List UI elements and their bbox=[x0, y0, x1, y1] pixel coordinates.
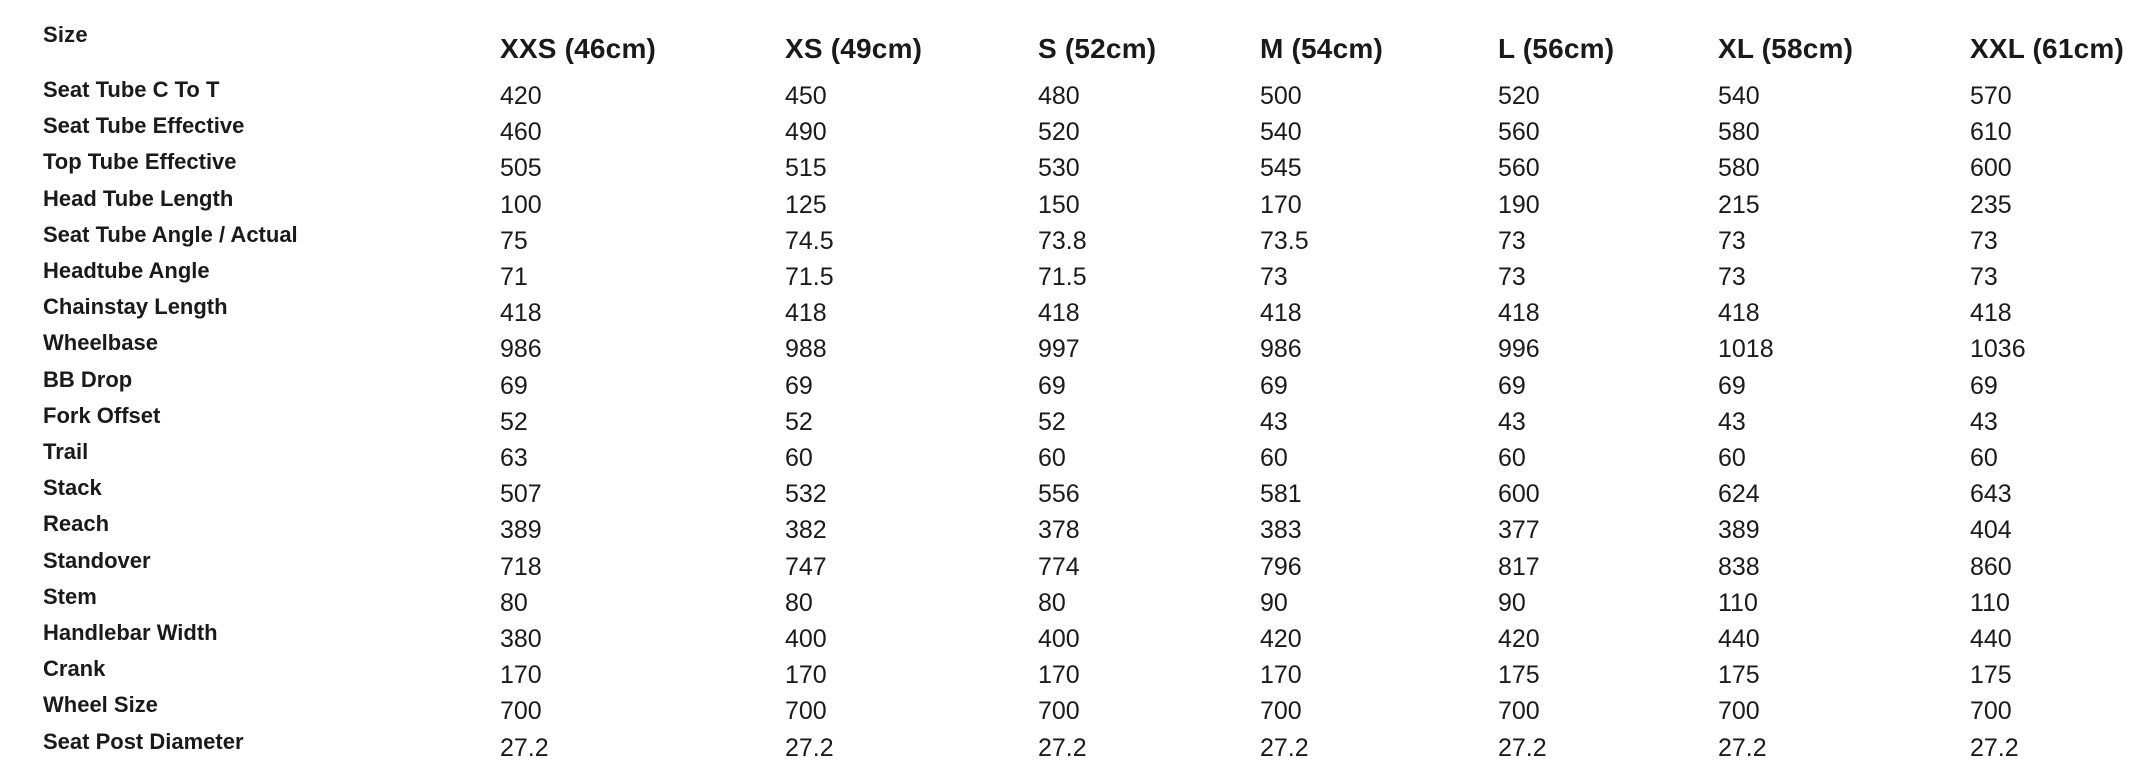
row-value: 170 bbox=[1038, 661, 1080, 690]
row-value: 80 bbox=[500, 588, 528, 617]
size-header-label: Size bbox=[43, 22, 88, 47]
table-row bbox=[0, 150, 2140, 186]
row-label: BB Drop bbox=[43, 366, 133, 392]
table-row bbox=[0, 295, 2140, 331]
row-value: 418 bbox=[1498, 299, 1540, 328]
row-value: 383 bbox=[1260, 516, 1302, 545]
table-row bbox=[0, 368, 2140, 404]
row-value: 996 bbox=[1498, 335, 1540, 364]
row-value: 420 bbox=[1498, 625, 1540, 653]
table-header-row bbox=[0, 22, 2140, 67]
table-row bbox=[0, 585, 2140, 621]
row-label: Seat Tube C To T bbox=[43, 77, 220, 102]
row-value: 73 bbox=[1260, 263, 1288, 291]
row-value: 505 bbox=[500, 154, 542, 183]
row-value: 73 bbox=[1718, 263, 1746, 291]
row-value: 520 bbox=[1498, 82, 1540, 110]
size-header-xl: XL (58cm) bbox=[1718, 33, 1854, 64]
row-value: 73.8 bbox=[1038, 226, 1087, 255]
row-value: 382 bbox=[785, 516, 827, 545]
row-label: Stem bbox=[43, 583, 97, 609]
table-row bbox=[0, 657, 2140, 693]
row-value: 600 bbox=[1970, 154, 2012, 183]
row-value: 60 bbox=[1498, 444, 1526, 472]
row-value: 700 bbox=[1970, 697, 2012, 726]
row-value: 27.2 bbox=[500, 733, 549, 762]
row-value: 610 bbox=[1970, 118, 2012, 147]
table-row bbox=[0, 404, 2140, 440]
row-value: 389 bbox=[500, 516, 542, 545]
row-value: 515 bbox=[785, 154, 827, 183]
row-value: 27.2 bbox=[1260, 733, 1309, 762]
row-label: Seat Tube Effective bbox=[43, 113, 245, 139]
row-value: 718 bbox=[500, 552, 542, 581]
row-label: Seat Post Diameter bbox=[43, 728, 244, 754]
row-value: 175 bbox=[1970, 661, 2012, 690]
row-label: Wheel Size bbox=[43, 692, 158, 718]
row-value: 545 bbox=[1260, 154, 1302, 183]
row-value: 60 bbox=[1038, 444, 1066, 472]
row-value: 540 bbox=[1260, 118, 1302, 147]
row-value: 125 bbox=[785, 190, 827, 219]
row-label: Headtube Angle bbox=[43, 258, 210, 283]
row-value: 440 bbox=[1718, 625, 1760, 653]
row-value: 69 bbox=[1260, 371, 1288, 400]
row-value: 418 bbox=[500, 299, 542, 328]
row-value: 73.5 bbox=[1260, 226, 1309, 255]
row-value: 389 bbox=[1718, 516, 1760, 545]
row-value: 43 bbox=[1498, 407, 1526, 436]
row-value: 110 bbox=[1970, 588, 2010, 617]
row-value: 73 bbox=[1970, 226, 1998, 255]
row-value: 747 bbox=[785, 552, 827, 581]
table-row bbox=[0, 730, 2140, 766]
row-value: 418 bbox=[1718, 299, 1760, 328]
table-row bbox=[0, 259, 2140, 295]
row-value: 988 bbox=[785, 335, 827, 364]
row-value: 540 bbox=[1718, 82, 1760, 110]
table-row bbox=[0, 331, 2140, 367]
size-header-l: L (56cm) bbox=[1498, 33, 1615, 64]
row-value: 52 bbox=[785, 407, 813, 436]
table-row bbox=[0, 476, 2140, 512]
row-value: 69 bbox=[1718, 371, 1746, 400]
row-value: 570 bbox=[1970, 82, 2012, 110]
row-value: 500 bbox=[1260, 82, 1302, 110]
row-value: 52 bbox=[1038, 407, 1066, 436]
row-value: 420 bbox=[1260, 625, 1302, 653]
row-label: Fork Offset bbox=[43, 402, 161, 428]
row-value: 73 bbox=[1498, 226, 1526, 255]
size-header-m: M (54cm) bbox=[1260, 33, 1383, 64]
size-header-xs: XS (49cm) bbox=[785, 33, 923, 64]
row-value: 378 bbox=[1038, 516, 1080, 545]
row-value: 774 bbox=[1038, 552, 1080, 581]
row-value: 507 bbox=[500, 480, 542, 509]
row-value: 170 bbox=[500, 661, 542, 690]
row-value: 175 bbox=[1498, 661, 1540, 690]
row-value: 560 bbox=[1498, 154, 1540, 183]
row-label: Standover bbox=[43, 547, 151, 573]
row-value: 400 bbox=[1038, 625, 1080, 653]
row-value: 420 bbox=[500, 82, 542, 110]
row-value: 43 bbox=[1970, 407, 1998, 436]
row-value: 74.5 bbox=[785, 226, 834, 255]
size-header-s: S (52cm) bbox=[1038, 33, 1157, 64]
row-value: 418 bbox=[1038, 299, 1080, 328]
row-label: Top Tube Effective bbox=[43, 149, 237, 175]
row-value: 860 bbox=[1970, 552, 2012, 581]
row-value: 560 bbox=[1498, 118, 1540, 147]
table-row bbox=[0, 621, 2140, 657]
row-value: 170 bbox=[785, 661, 827, 690]
row-value: 1036 bbox=[1970, 335, 2026, 364]
row-value: 418 bbox=[1970, 299, 2012, 328]
row-value: 700 bbox=[500, 697, 542, 726]
row-value: 580 bbox=[1718, 118, 1760, 147]
row-value: 69 bbox=[1498, 371, 1526, 400]
row-value: 600 bbox=[1498, 480, 1540, 509]
row-value: 380 bbox=[500, 625, 542, 653]
row-value: 71.5 bbox=[785, 263, 834, 291]
row-label: Reach bbox=[43, 511, 110, 537]
row-value: 838 bbox=[1718, 552, 1760, 581]
row-label: Trail bbox=[43, 439, 89, 464]
row-value: 532 bbox=[785, 480, 827, 509]
row-value: 69 bbox=[785, 371, 813, 400]
row-value: 43 bbox=[1718, 407, 1746, 436]
row-value: 69 bbox=[1970, 371, 1998, 400]
row-value: 796 bbox=[1260, 552, 1302, 581]
table-row bbox=[0, 78, 2140, 114]
row-value: 480 bbox=[1038, 82, 1080, 110]
row-value: 530 bbox=[1038, 154, 1080, 183]
row-value: 404 bbox=[1970, 516, 2012, 545]
row-value: 170 bbox=[1260, 661, 1302, 690]
row-value: 75 bbox=[500, 226, 528, 255]
row-value: 27.2 bbox=[785, 733, 834, 762]
row-value: 69 bbox=[1038, 371, 1066, 400]
row-value: 90 bbox=[1260, 588, 1288, 617]
row-value: 817 bbox=[1498, 552, 1540, 581]
row-value: 986 bbox=[1260, 335, 1302, 364]
row-value: 418 bbox=[1260, 299, 1302, 328]
row-value: 400 bbox=[785, 625, 827, 653]
row-value: 27.2 bbox=[1718, 733, 1767, 762]
row-value: 60 bbox=[1260, 444, 1288, 472]
row-value: 700 bbox=[1718, 697, 1760, 726]
row-label: Wheelbase bbox=[43, 330, 158, 356]
row-value: 27.2 bbox=[1038, 733, 1087, 762]
row-value: 1018 bbox=[1718, 335, 1774, 364]
row-value: 175 bbox=[1718, 661, 1760, 690]
table-row bbox=[0, 693, 2140, 729]
row-value: 377 bbox=[1498, 516, 1540, 545]
row-value: 71.5 bbox=[1038, 263, 1087, 291]
row-value: 580 bbox=[1718, 154, 1760, 183]
row-label: Stack bbox=[43, 475, 102, 501]
row-value: 997 bbox=[1038, 335, 1080, 364]
row-value: 700 bbox=[1260, 697, 1302, 726]
row-value: 986 bbox=[500, 335, 542, 364]
row-label: Head Tube Length bbox=[43, 185, 234, 211]
row-label: Handlebar Width bbox=[43, 620, 218, 645]
row-value: 418 bbox=[785, 299, 827, 328]
table-row bbox=[0, 549, 2140, 585]
size-header-xxs: XXS (46cm) bbox=[500, 33, 657, 64]
row-value: 520 bbox=[1038, 118, 1080, 147]
table-row bbox=[0, 512, 2140, 548]
row-value: 60 bbox=[1970, 444, 1998, 472]
row-value: 556 bbox=[1038, 480, 1080, 509]
row-label: Chainstay Length bbox=[43, 294, 228, 320]
row-value: 490 bbox=[785, 118, 827, 147]
row-value: 170 bbox=[1260, 190, 1302, 219]
table-row bbox=[0, 114, 2140, 150]
row-value: 190 bbox=[1498, 190, 1540, 219]
row-label: Seat Tube Angle / Actual bbox=[43, 221, 298, 247]
size-header-xxl: XXL (61cm) bbox=[1970, 33, 2124, 64]
row-value: 624 bbox=[1718, 480, 1760, 509]
row-value: 27.2 bbox=[1498, 733, 1547, 762]
row-value: 450 bbox=[785, 82, 827, 110]
row-value: 460 bbox=[500, 118, 542, 147]
row-value: 73 bbox=[1498, 263, 1526, 291]
row-value: 69 bbox=[500, 371, 528, 400]
row-value: 700 bbox=[1038, 697, 1080, 726]
table-row bbox=[0, 440, 2140, 476]
row-value: 73 bbox=[1718, 226, 1746, 255]
row-value: 215 bbox=[1718, 190, 1760, 219]
row-value: 80 bbox=[785, 588, 813, 617]
row-value: 643 bbox=[1970, 480, 2012, 509]
table-row bbox=[0, 187, 2140, 223]
row-value: 110 bbox=[1718, 588, 1758, 617]
row-value: 63 bbox=[500, 444, 528, 472]
row-value: 235 bbox=[1970, 190, 2012, 219]
row-value: 27.2 bbox=[1970, 733, 2019, 762]
row-value: 60 bbox=[785, 444, 813, 472]
row-value: 73 bbox=[1970, 263, 1998, 291]
row-value: 100 bbox=[500, 190, 542, 219]
row-value: 700 bbox=[785, 697, 827, 726]
row-label: Crank bbox=[43, 656, 106, 682]
row-value: 440 bbox=[1970, 625, 2012, 653]
row-value: 71 bbox=[500, 263, 528, 291]
row-value: 60 bbox=[1718, 444, 1746, 472]
row-value: 90 bbox=[1498, 588, 1526, 617]
row-value: 80 bbox=[1038, 588, 1066, 617]
row-value: 43 bbox=[1260, 407, 1288, 436]
row-value: 150 bbox=[1038, 190, 1080, 219]
row-value: 700 bbox=[1498, 697, 1540, 726]
row-value: 581 bbox=[1260, 480, 1302, 509]
row-value: 52 bbox=[500, 407, 528, 436]
table-row bbox=[0, 223, 2140, 259]
